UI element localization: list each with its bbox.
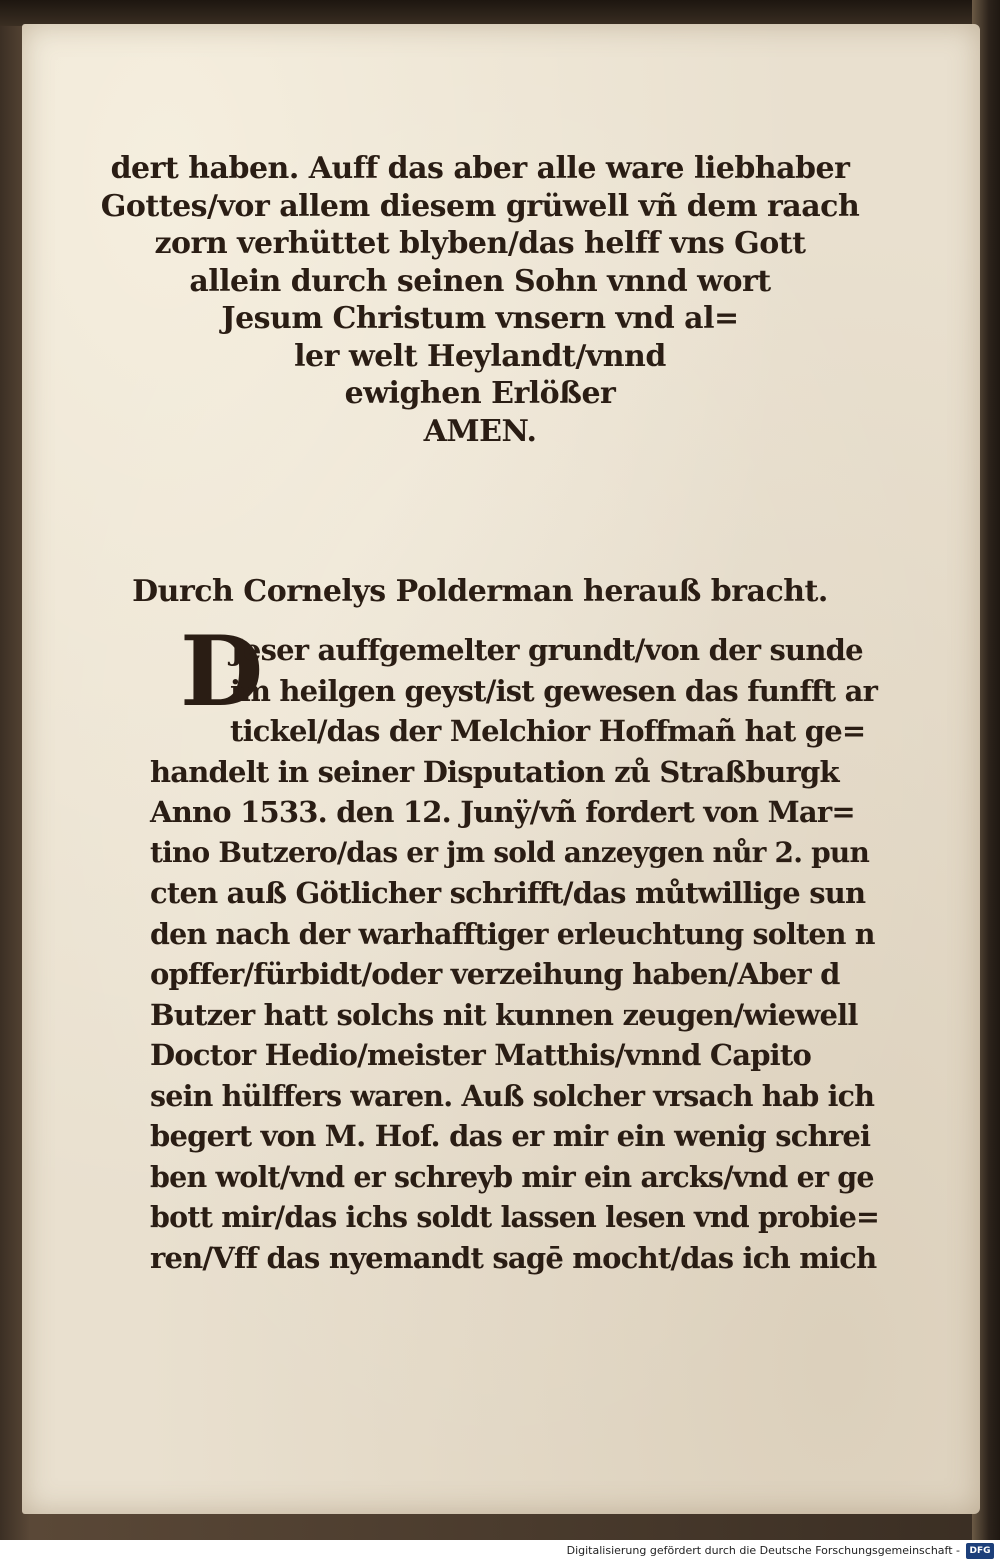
text-line: ewighen Erlößer — [344, 376, 616, 411]
closing-paragraph — [80, 150, 880, 450]
text-line: Anno 1533. den 12. Junÿ/vñ fordert von Mar= — [150, 795, 855, 829]
text-line: cten auß Götlicher schrifft/das můtwillige sun — [150, 876, 866, 910]
text-line: allein durch seinen Sohn vnnd wort — [189, 263, 771, 299]
decorated-initial: D — [180, 615, 264, 728]
text-line: begert von M. Hof. das er mir ein wenig schrei — [150, 1119, 871, 1153]
text-line: den nach der warhafftiger erleuchtung solten n — [150, 916, 875, 951]
text-line: opffer/fürbidt/oder verzeihung haben/Aber d — [150, 957, 840, 991]
text-line: ben wolt/vnd er schreyb mir ein arcks/vnd er ge — [150, 1159, 874, 1194]
funding-notice: Digitalisierung gefördert durch die Deutsche Forschungsgemeinschaft - — [566, 1544, 960, 1557]
text-line: Jeser auffgemelter grundt/von der sunde — [230, 633, 863, 667]
text-line: Butzer hatt solchs nit kunnen zeugen/wiewell — [150, 997, 858, 1032]
text-line: tickel/das der Melchior Hoffmañ hat ge= — [230, 714, 866, 748]
dfg-logo: DFG — [966, 1543, 994, 1559]
section-heading: Durch Cornelys Polderman herauß bracht. — [132, 574, 828, 609]
footer-bar — [0, 1540, 1000, 1562]
text-line: Doctor Hedio/meister Matthis/vnnd Capito — [150, 1038, 812, 1072]
text-line: bott mir/das ichs soldt lassen lesen vnd probie= — [150, 1200, 880, 1234]
text-line: im heilgen geyst/ist gewesen das funfft ar — [230, 673, 878, 708]
text-line: dert haben. Auff das aber alle ware liebhaber — [110, 151, 850, 186]
text-line: ler welt Heylandt/vnnd — [294, 338, 666, 374]
text-line: zorn verhüttet blyben/das helff vns Gott — [154, 226, 806, 261]
text-line: sein hülffers waren. Auß solcher vrsach hab ich — [150, 1078, 875, 1113]
book-top-edge — [0, 0, 1000, 26]
text-line: tino Butzero/das er jm sold anzeygen nůr 2. pun — [150, 835, 870, 869]
body-paragraph — [150, 615, 880, 1278]
text-line: Gottes/vor allem diesem grüwell vñ dem raach — [100, 188, 860, 224]
amen-line: AMEN. — [423, 413, 537, 449]
text-line: handelt in seiner Disputation zů Straßburgk — [150, 754, 839, 789]
text-line: Jesum Christum vnsern vnd al= — [221, 301, 739, 336]
text-line: ren/Vff das nyemandt sagē mocht/das ich mich — [150, 1240, 877, 1275]
